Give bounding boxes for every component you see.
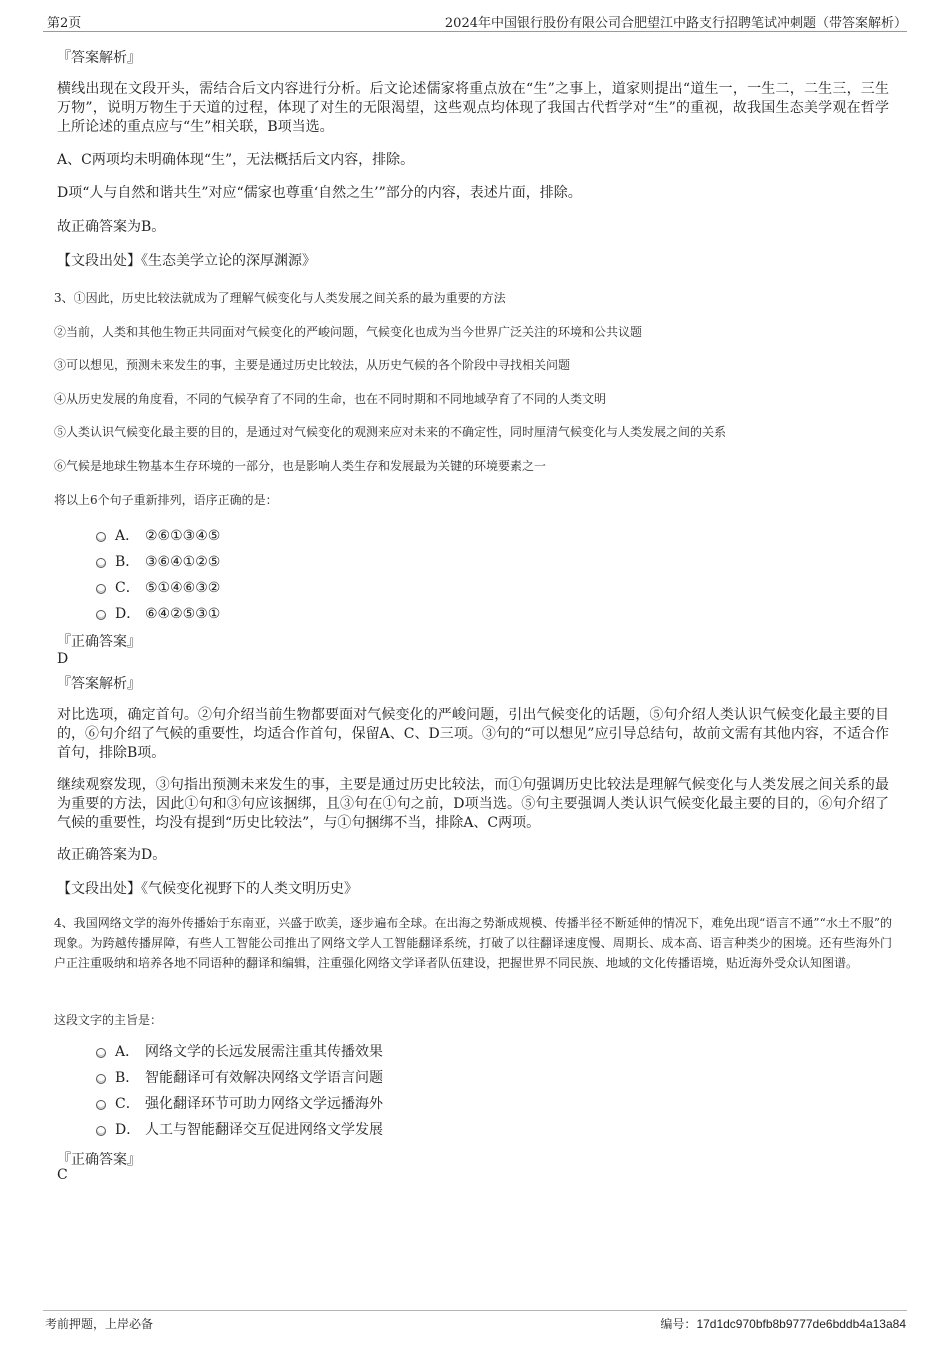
footer-code (660, 1315, 906, 1332)
option-letter: D． (115, 606, 141, 622)
option-text: ⑤①④⑥③② (145, 580, 221, 596)
radio-icon[interactable] (96, 1048, 106, 1058)
final-answer-line: 故正确答案为B。 (57, 219, 166, 235)
radio-icon[interactable] (96, 1074, 106, 1084)
sentence-5: ⑤人类认识气候变化最主要的目的，是通过对气候变化的观测来应对未来的不确定性，同时厘清气候变化与人类发展之间的关系 (54, 425, 727, 439)
option-letter: B． (115, 1070, 140, 1086)
option-d[interactable] (96, 1121, 383, 1139)
radio-icon[interactable] (96, 1126, 106, 1136)
sentence-1: 3、①因此，历史比较法就成为了理解气候变化与人类发展之间关系的最为重要的方法 (54, 291, 506, 305)
page-number: 第2页 (47, 16, 82, 31)
question-stem: 4、我国网络文学的海外传播始于东南亚，兴盛于欧美，逐步遍布全球。在出海之势渐成规模、传播半径不断延伸的情况下，难免出现“语言不通”“水土不服”的现象。为跨越传播屏障，有些人工智能公司推出了网络文学人工智能翻译系统，打破了以往翻译速度慢、周期长、成本高、语言种类少的困境。还有些海外门户正注重吸纳和培养各地不同语种的翻译和编辑，注重强化网络文学译者队伍建设，把握世界不同民族、地域的文化传播语境，贴近海外受众认知图谱。 (54, 916, 892, 970)
option-d[interactable] (96, 605, 220, 623)
correct-answer: D (57, 651, 69, 667)
option-a[interactable] (96, 527, 220, 545)
radio-icon[interactable] (96, 584, 106, 594)
radio-icon[interactable] (96, 1100, 106, 1110)
question-prompt: 这段文字的主旨是： (54, 1013, 163, 1027)
option-text: ③⑥④①②⑤ (145, 554, 221, 570)
radio-icon[interactable] (96, 532, 106, 542)
sentence-6: ⑥气候是地球生物基本生存环境的一部分，也是影响人类生存和发展最为关键的环境要素之一 (54, 459, 547, 473)
radio-icon[interactable] (96, 610, 106, 620)
option-c[interactable] (96, 1095, 383, 1113)
option-text: 网络文学的长远发展需注重其传播效果 (145, 1044, 383, 1060)
code-label: 编号： (660, 1317, 697, 1331)
analysis-paragraph: A、C两项均未明确体现“生”，无法概括后文内容，排除。 (57, 152, 415, 168)
option-c[interactable] (96, 579, 220, 597)
option-letter: A． (115, 1044, 140, 1060)
analysis-paragraph: 横线出现在文段开头，需结合后文内容进行分析。后文论述儒家将重点放在“生”之事上，道家则提出“道生一，一生二，二生三，三生万物”，说明万物生于天道的过程，体现了对生的无限渴望，这些观点均体现了我国古代哲学对“生”的重视，故我国生态美学观在哲学上所论述的重点应与“生”相关联，B项当选。 (57, 81, 889, 135)
sentence-3: ③可以想见，预测未来发生的事，主要是通过历史比较法，从历史气候的各个阶段中寻找相关问题 (54, 358, 571, 372)
correct-answer-label: 『正确答案』 (57, 634, 141, 650)
sentence-2: ②当前，人类和其他生物正共同面对气候变化的严峻问题，气候变化也成为当今世界广泛关注的环境和公共议题 (54, 325, 643, 339)
option-text: 人工与智能翻译交互促进网络文学发展 (145, 1122, 383, 1138)
source-line: 【文段出处】《生态美学立论的深厚渊源》 (57, 253, 316, 269)
option-letter: C． (115, 580, 140, 596)
radio-icon[interactable] (96, 558, 106, 568)
code-value: 17d1dc970bfb8b9777de6bddb4a13a84 (696, 1317, 906, 1331)
analysis-label: 『答案解析』 (57, 50, 141, 66)
question-prompt: 将以上6个句子重新排列，语序正确的是： (54, 493, 278, 507)
header-rule (43, 31, 907, 32)
option-letter: B． (115, 554, 140, 570)
option-letter: C． (115, 1096, 140, 1112)
option-text: 强化翻译环节可助力网络文学远播海外 (145, 1096, 383, 1112)
option-b[interactable] (96, 1069, 383, 1087)
analysis-paragraph: 继续观察发现，③句指出预测未来发生的事，主要是通过历史比较法，而①句强调历史比较法是理解气候变化与人类发展之间关系的最为重要的方法，因此①句和③句应该捆绑，且③句在①句之前，D项当选。⑤句主要强调人类认识气候变化最主要的目的，⑥句介绍了气候的重要性，均没有提到“历史比较法”，与①句捆绑不当，排除A、C两项。 (57, 777, 889, 831)
correct-answer: C (57, 1167, 68, 1183)
option-text: ⑥④②⑤③① (145, 606, 221, 622)
final-answer-line: 故正确答案为D。 (57, 847, 167, 863)
sentence-4: ④从历史发展的角度看，不同的气候孕育了不同的生命，也在不同时期和不同地域孕育了不同的人类文明 (54, 392, 607, 406)
analysis-paragraph: 对比选项，确定首句。②句介绍当前生物都要面对气候变化的严峻问题，引出气候变化的话题，⑤句介绍人类认识气候变化最主要的目的，⑥句介绍了气候的重要性，均适合作首句，保留A、C、D三项。③句的“可以想见”应引导总结句，故前文需有其他内容，不适合作首句，排除B项。 (57, 707, 889, 761)
option-text: ②⑥①③④⑤ (145, 528, 221, 544)
option-b[interactable] (96, 553, 220, 571)
source-line: 【文段出处】《气候变化视野下的人类文明历史》 (57, 881, 358, 897)
document-title: 2024年中国银行股份有限公司合肥望江中路支行招聘笔试冲刺题（带答案解析） (444, 16, 907, 31)
analysis-label: 『答案解析』 (57, 676, 141, 692)
footer-rule (43, 1310, 907, 1311)
footer-slogan: 考前押题，上岸必备 (45, 1317, 154, 1331)
option-a[interactable] (96, 1043, 383, 1061)
option-text: 智能翻译可有效解决网络文学语言问题 (145, 1070, 383, 1086)
correct-answer-label: 『正确答案』 (57, 1152, 141, 1168)
option-letter: D． (115, 1122, 141, 1138)
option-letter: A． (115, 528, 140, 544)
analysis-paragraph: D项“人与自然和谐共生”对应“儒家也尊重‘自然之生’”部分的内容，表述片面，排除。 (57, 185, 582, 201)
